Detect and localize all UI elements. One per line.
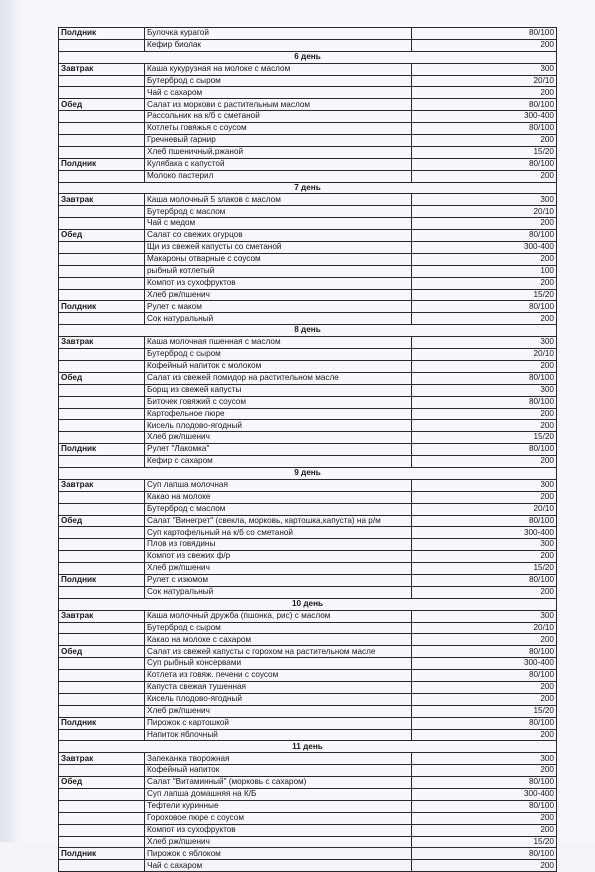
- table-row: [59, 87, 557, 99]
- table-row: [59, 337, 557, 349]
- meal-cell: [59, 206, 145, 218]
- amount-cell: 80/100: [412, 396, 557, 408]
- meal-cell: Полдник: [59, 717, 145, 729]
- dish-cell: Борщ из свежей капусты: [145, 384, 412, 396]
- dish-cell: Бутерброд с сыром: [145, 349, 412, 361]
- amount-cell: 200: [412, 729, 557, 741]
- table-row: [59, 670, 557, 682]
- table-row: [59, 836, 557, 848]
- meal-cell: [59, 812, 145, 824]
- table-row: [59, 349, 557, 361]
- table-row: [59, 848, 557, 860]
- amount-cell: 200: [412, 313, 557, 325]
- amount-cell: 200: [412, 551, 557, 563]
- day-header-row: [59, 598, 557, 610]
- dish-cell: Чай с медом: [145, 218, 412, 230]
- meal-cell: [59, 111, 145, 123]
- meal-cell: [59, 408, 145, 420]
- amount-cell: 15/20: [412, 289, 557, 301]
- table-row: [59, 610, 557, 622]
- table-row: [59, 432, 557, 444]
- dish-cell: Чай с сахаром: [145, 860, 412, 872]
- dish-cell: Капуста свежая тушенная: [145, 681, 412, 693]
- dish-cell: Тефтели куринные: [145, 800, 412, 812]
- amount-cell: 300: [412, 63, 557, 75]
- amount-cell: 200: [412, 693, 557, 705]
- meal-cell: [59, 800, 145, 812]
- table-row: [59, 253, 557, 265]
- dish-cell: Напиток яблочный: [145, 729, 412, 741]
- meal-cell: Обед: [59, 515, 145, 527]
- dish-cell: Салат "Винегрет" (свекла, морковь, картошка,капуста) на р/м: [145, 515, 412, 527]
- dish-cell: Какао на молоке: [145, 491, 412, 503]
- day-header: 7 день: [59, 182, 557, 194]
- amount-cell: 80/100: [412, 230, 557, 242]
- amount-cell: 300: [412, 479, 557, 491]
- amount-cell: 200: [412, 586, 557, 598]
- dish-cell: Гороховое пюре с соусом: [145, 812, 412, 824]
- meal-cell: [59, 123, 145, 135]
- meal-cell: Завтрак: [59, 753, 145, 765]
- amount-cell: 300: [412, 384, 557, 396]
- meal-cell: Завтрак: [59, 610, 145, 622]
- meal-cell: [59, 705, 145, 717]
- dish-cell: Молоко пастерил: [145, 170, 412, 182]
- menu-table: [58, 27, 557, 872]
- amount-cell: 80/100: [412, 123, 557, 135]
- dish-cell: Хлеб рж/пшенич: [145, 836, 412, 848]
- table-row: [59, 277, 557, 289]
- meal-cell: [59, 277, 145, 289]
- meal-cell: Полдник: [59, 444, 145, 456]
- table-row: [59, 563, 557, 575]
- dish-cell: Чай с сахаром: [145, 87, 412, 99]
- meal-cell: [59, 420, 145, 432]
- amount-cell: 80/100: [412, 646, 557, 658]
- meal-cell: [59, 289, 145, 301]
- amount-cell: 200: [412, 765, 557, 777]
- dish-cell: Хлеб рж/пшенич: [145, 432, 412, 444]
- meal-cell: [59, 242, 145, 254]
- dish-cell: Бутерброд с маслом: [145, 206, 412, 218]
- meal-cell: [59, 658, 145, 670]
- amount-cell: 300: [412, 194, 557, 206]
- amount-cell: 80/100: [412, 515, 557, 527]
- amount-cell: 300-400: [412, 242, 557, 254]
- table-row: [59, 194, 557, 206]
- meal-cell: [59, 789, 145, 801]
- meal-cell: [59, 765, 145, 777]
- amount-cell: 20/10: [412, 622, 557, 634]
- amount-cell: 200: [412, 681, 557, 693]
- meal-cell: [59, 87, 145, 99]
- table-row: [59, 539, 557, 551]
- table-row: [59, 860, 557, 872]
- table-row: [59, 99, 557, 111]
- meal-cell: Завтрак: [59, 194, 145, 206]
- amount-cell: 200: [412, 360, 557, 372]
- dish-cell: Компот из сухофруктов: [145, 824, 412, 836]
- meal-cell: [59, 634, 145, 646]
- table-row: [59, 111, 557, 123]
- dish-cell: рыбный котлетый: [145, 265, 412, 277]
- meal-cell: Полдник: [59, 301, 145, 313]
- table-row: [59, 301, 557, 313]
- table-row: [59, 812, 557, 824]
- day-header: 8 день: [59, 325, 557, 337]
- dish-cell: Суп лапша домашняя на К/Б: [145, 789, 412, 801]
- meal-cell: [59, 349, 145, 361]
- amount-cell: 300-400: [412, 658, 557, 670]
- amount-cell: 200: [412, 277, 557, 289]
- table-row: [59, 146, 557, 158]
- meal-cell: [59, 39, 145, 51]
- dish-cell: Хлеб рж/пшенич: [145, 289, 412, 301]
- amount-cell: 20/10: [412, 503, 557, 515]
- dish-cell: Пирожок с картошкой: [145, 717, 412, 729]
- amount-cell: 80/100: [412, 670, 557, 682]
- amount-cell: 300-400: [412, 111, 557, 123]
- dish-cell: Каша кукурузная на молоке с маслом: [145, 63, 412, 75]
- table-row: [59, 28, 557, 40]
- meal-cell: [59, 693, 145, 705]
- day-header-row: [59, 182, 557, 194]
- amount-cell: 20/10: [412, 349, 557, 361]
- amount-cell: 80/100: [412, 848, 557, 860]
- dish-cell: Картофельное пюре: [145, 408, 412, 420]
- meal-cell: Полдник: [59, 158, 145, 170]
- dish-cell: Булочка курагой: [145, 28, 412, 40]
- table-row: [59, 360, 557, 372]
- meal-cell: [59, 586, 145, 598]
- table-row: [59, 705, 557, 717]
- amount-cell: 300: [412, 539, 557, 551]
- amount-cell: 200: [412, 408, 557, 420]
- meal-cell: [59, 491, 145, 503]
- amount-cell: 80/100: [412, 717, 557, 729]
- dish-cell: Рулет с изюмом: [145, 574, 412, 586]
- amount-cell: 80/100: [412, 158, 557, 170]
- meal-cell: Полдник: [59, 28, 145, 40]
- table-row: [59, 634, 557, 646]
- dish-cell: Пирожок с яблоком: [145, 848, 412, 860]
- amount-cell: 80/100: [412, 372, 557, 384]
- dish-cell: Бутерброд с сыром: [145, 75, 412, 87]
- dish-cell: Каша молочный 5 злаков с маслом: [145, 194, 412, 206]
- amount-cell: 200: [412, 860, 557, 872]
- dish-cell: Салат из моркови с растительным маслом: [145, 99, 412, 111]
- table-row: [59, 777, 557, 789]
- dish-cell: Бутерброд с маслом: [145, 503, 412, 515]
- dish-cell: Салат "Витаминный" (морковь с сахаром): [145, 777, 412, 789]
- dish-cell: Хлеб пшеничный,ржаной: [145, 146, 412, 158]
- table-row: [59, 800, 557, 812]
- table-row: [59, 789, 557, 801]
- meal-cell: [59, 135, 145, 147]
- dish-cell: Плов из говядины: [145, 539, 412, 551]
- table-row: [59, 170, 557, 182]
- day-header-row: [59, 467, 557, 479]
- table-row: [59, 384, 557, 396]
- meal-cell: Завтрак: [59, 63, 145, 75]
- amount-cell: 200: [412, 491, 557, 503]
- table-row: [59, 658, 557, 670]
- meal-cell: Обед: [59, 99, 145, 111]
- dish-cell: Каша молочный дружба (пшонка, рис) с маслом: [145, 610, 412, 622]
- day-header-row: [59, 51, 557, 63]
- dish-cell: Кулябака с капустой: [145, 158, 412, 170]
- dish-cell: Биточек говяжий с соусом: [145, 396, 412, 408]
- amount-cell: 80/100: [412, 28, 557, 40]
- table-row: [59, 574, 557, 586]
- dish-cell: Гречневый гарнир: [145, 135, 412, 147]
- meal-cell: [59, 396, 145, 408]
- day-header: 6 день: [59, 51, 557, 63]
- dish-cell: Суп картофельный на к/б со сметаной: [145, 527, 412, 539]
- meal-cell: [59, 563, 145, 575]
- dish-cell: Щи из свежей капусты со сметаной: [145, 242, 412, 254]
- table-row: [59, 372, 557, 384]
- amount-cell: 200: [412, 824, 557, 836]
- amount-cell: 300: [412, 337, 557, 349]
- dish-cell: Сок натуральный: [145, 313, 412, 325]
- amount-cell: 15/20: [412, 705, 557, 717]
- dish-cell: Салат со свежих огурцов: [145, 230, 412, 242]
- table-row: [59, 218, 557, 230]
- amount-cell: 200: [412, 456, 557, 468]
- amount-cell: 15/20: [412, 836, 557, 848]
- amount-cell: 200: [412, 812, 557, 824]
- table-row: [59, 39, 557, 51]
- meal-cell: [59, 360, 145, 372]
- dish-cell: Салат из свежей капусты с горохом на растительном масле: [145, 646, 412, 658]
- table-row: [59, 503, 557, 515]
- table-row: [59, 206, 557, 218]
- table-row: [59, 242, 557, 254]
- dish-cell: Суп лапша молочная: [145, 479, 412, 491]
- dish-cell: Рулет с маком: [145, 301, 412, 313]
- table-row: [59, 693, 557, 705]
- table-row: [59, 717, 557, 729]
- amount-cell: 100: [412, 265, 557, 277]
- dish-cell: Компот из свежих ф/р: [145, 551, 412, 563]
- menu-table-body: [59, 28, 557, 872]
- table-row: [59, 646, 557, 658]
- meal-cell: Полдник: [59, 574, 145, 586]
- table-row: [59, 824, 557, 836]
- amount-cell: 80/100: [412, 777, 557, 789]
- meal-cell: [59, 384, 145, 396]
- table-row: [59, 586, 557, 598]
- table-row: [59, 551, 557, 563]
- dish-cell: Котлета из говяж. печени с соусом: [145, 670, 412, 682]
- dish-cell: Хлеб рж/пшенич: [145, 563, 412, 575]
- dish-cell: Макароны отварные с соусом: [145, 253, 412, 265]
- dish-cell: Салат из свежей помидор на растительном масле: [145, 372, 412, 384]
- meal-cell: [59, 681, 145, 693]
- table-row: [59, 622, 557, 634]
- day-header: 10 день: [59, 598, 557, 610]
- amount-cell: 300-400: [412, 789, 557, 801]
- amount-cell: 15/20: [412, 146, 557, 158]
- amount-cell: 20/10: [412, 206, 557, 218]
- table-row: [59, 479, 557, 491]
- amount-cell: 200: [412, 420, 557, 432]
- dish-cell: Котлеты говяжья с соусом: [145, 123, 412, 135]
- meal-cell: Обед: [59, 777, 145, 789]
- dish-cell: Каша молочная пшенная с маслом: [145, 337, 412, 349]
- dish-cell: Кефир биолак: [145, 39, 412, 51]
- day-header-row: [59, 741, 557, 753]
- meal-cell: [59, 432, 145, 444]
- meal-cell: Полдник: [59, 848, 145, 860]
- meal-cell: [59, 836, 145, 848]
- table-row: [59, 289, 557, 301]
- amount-cell: 200: [412, 170, 557, 182]
- amount-cell: 20/10: [412, 75, 557, 87]
- dish-cell: Запеканка творожная: [145, 753, 412, 765]
- dish-cell: Кисель плодово-ягодный: [145, 420, 412, 432]
- table-row: [59, 681, 557, 693]
- amount-cell: 80/100: [412, 574, 557, 586]
- meal-cell: [59, 729, 145, 741]
- dish-cell: Суп рыбный консервами: [145, 658, 412, 670]
- dish-cell: Кисель плодово-ягодный: [145, 693, 412, 705]
- dish-cell: Хлеб рж/пшенич: [145, 705, 412, 717]
- dish-cell: Бутерброд с сыром: [145, 622, 412, 634]
- amount-cell: 300-400: [412, 527, 557, 539]
- meal-cell: [59, 313, 145, 325]
- scan-edge-shadow: [0, 0, 22, 842]
- dish-cell: Рулет "Лакомка": [145, 444, 412, 456]
- table-row: [59, 123, 557, 135]
- table-row: [59, 408, 557, 420]
- dish-cell: Какао на молоке с сахаром: [145, 634, 412, 646]
- table-row: [59, 135, 557, 147]
- dish-cell: Кофейный напиток: [145, 765, 412, 777]
- table-row: [59, 75, 557, 87]
- amount-cell: 200: [412, 634, 557, 646]
- meal-cell: [59, 670, 145, 682]
- meal-cell: [59, 75, 145, 87]
- amount-cell: 80/100: [412, 800, 557, 812]
- amount-cell: 200: [412, 253, 557, 265]
- amount-cell: 15/20: [412, 563, 557, 575]
- amount-cell: 300: [412, 753, 557, 765]
- day-header-row: [59, 325, 557, 337]
- amount-cell: 300: [412, 610, 557, 622]
- meal-cell: [59, 503, 145, 515]
- meal-cell: Обед: [59, 646, 145, 658]
- dish-cell: Кофейный напиток с молоком: [145, 360, 412, 372]
- amount-cell: 200: [412, 39, 557, 51]
- meal-cell: [59, 824, 145, 836]
- meal-cell: Завтрак: [59, 337, 145, 349]
- day-header: 11 день: [59, 741, 557, 753]
- meal-cell: [59, 551, 145, 563]
- meal-cell: [59, 456, 145, 468]
- table-row: [59, 420, 557, 432]
- meal-cell: [59, 527, 145, 539]
- dish-cell: Сок натуральный: [145, 586, 412, 598]
- meal-cell: [59, 146, 145, 158]
- table-row: [59, 765, 557, 777]
- dish-cell: Кефир с сахаром: [145, 456, 412, 468]
- day-header: 9 день: [59, 467, 557, 479]
- table-row: [59, 456, 557, 468]
- amount-cell: 80/100: [412, 301, 557, 313]
- table-row: [59, 313, 557, 325]
- table-row: [59, 444, 557, 456]
- table-row: [59, 265, 557, 277]
- amount-cell: 200: [412, 87, 557, 99]
- amount-cell: 15/20: [412, 432, 557, 444]
- table-row: [59, 729, 557, 741]
- meal-cell: [59, 539, 145, 551]
- meal-cell: Обед: [59, 372, 145, 384]
- table-row: [59, 515, 557, 527]
- amount-cell: 80/100: [412, 99, 557, 111]
- table-row: [59, 527, 557, 539]
- meal-cell: Обед: [59, 230, 145, 242]
- table-row: [59, 158, 557, 170]
- meal-cell: [59, 860, 145, 872]
- amount-cell: 200: [412, 218, 557, 230]
- meal-cell: [59, 218, 145, 230]
- meal-cell: [59, 622, 145, 634]
- meal-cell: [59, 253, 145, 265]
- dish-cell: Компот из сухофруктов: [145, 277, 412, 289]
- table-row: [59, 753, 557, 765]
- amount-cell: 80/100: [412, 444, 557, 456]
- meal-cell: [59, 265, 145, 277]
- amount-cell: 200: [412, 135, 557, 147]
- meal-cell: Завтрак: [59, 479, 145, 491]
- table-row: [59, 491, 557, 503]
- table-row: [59, 230, 557, 242]
- table-row: [59, 396, 557, 408]
- table-row: [59, 63, 557, 75]
- dish-cell: Рассольник на к/б с сметаной: [145, 111, 412, 123]
- meal-cell: [59, 170, 145, 182]
